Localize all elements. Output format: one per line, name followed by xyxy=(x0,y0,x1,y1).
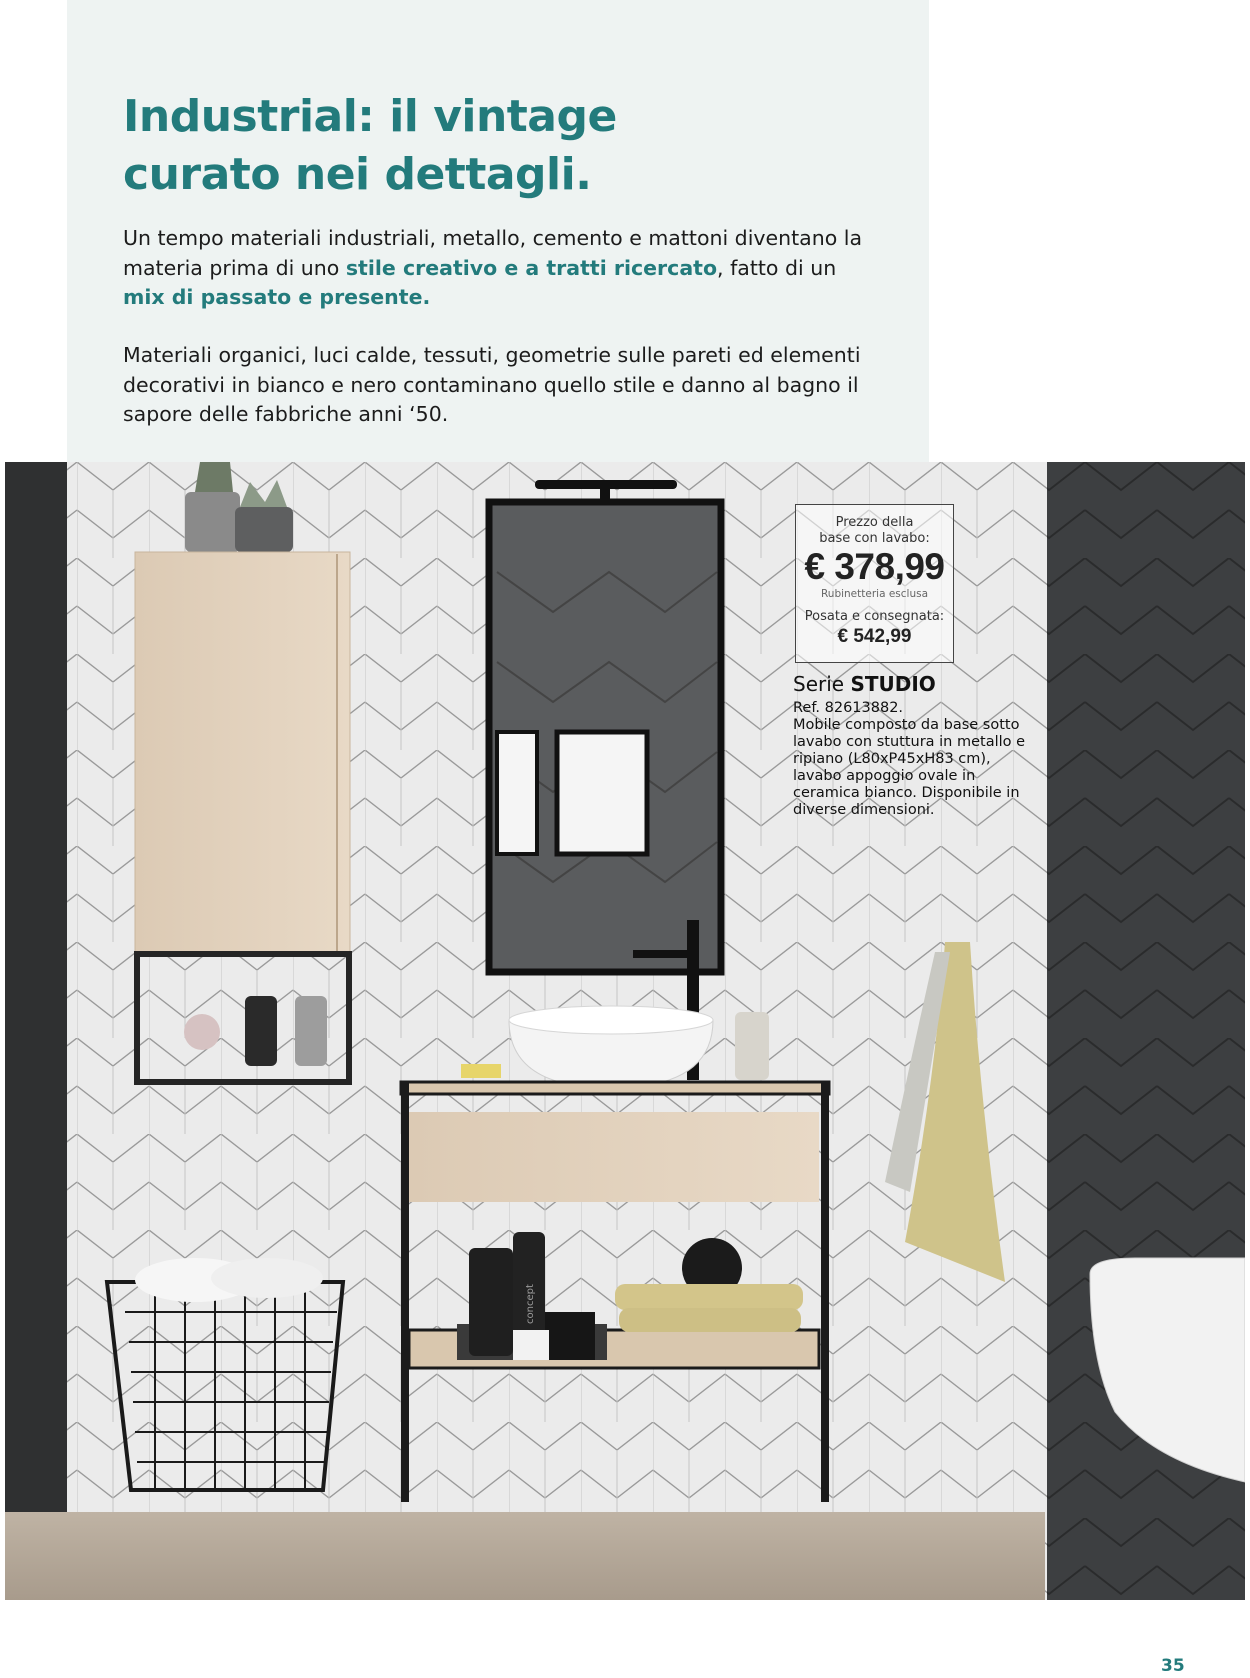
headline-line-2: curato nei dettagli. xyxy=(123,149,592,200)
intro-paragraph-2: Materiali organici, luci calde, tessuti, geometrie sulle pareti ed elementi decorativi in bianco e nero contaminano quello stile e danno al bagno il sapore delle fabbriche anni ‘50. xyxy=(123,343,861,426)
intro-highlight-mix: mix di passato e presente. xyxy=(123,285,431,309)
delivered-label: Posata e consegnata: xyxy=(804,609,945,624)
folded-towel-icon xyxy=(615,1284,803,1310)
bathroom-photo xyxy=(5,462,1245,1600)
price-note: Rubinetteria esclusa xyxy=(820,588,929,600)
product-ref: Ref. 82613882. xyxy=(793,700,904,716)
cactus-icon xyxy=(195,462,233,492)
wood-floor xyxy=(5,1512,1045,1600)
intro-text: , fatto di un xyxy=(717,255,837,280)
price-box xyxy=(795,504,954,663)
faucet-spout xyxy=(633,950,697,958)
tray-icon xyxy=(545,1312,595,1360)
framed-print-reflection xyxy=(557,732,647,854)
framed-print-reflection xyxy=(497,732,537,854)
series-name: STUDIO xyxy=(850,672,936,696)
bottle-label-text: concept xyxy=(525,1284,536,1324)
series-prefix: Serie xyxy=(793,672,845,696)
bottle-icon xyxy=(295,996,327,1066)
basin-rim xyxy=(509,1006,713,1034)
left-dark-wall xyxy=(5,462,67,1600)
headline xyxy=(123,88,903,204)
product-series xyxy=(793,671,936,697)
soap-bar-icon xyxy=(461,1064,501,1078)
cup-icon xyxy=(513,1330,549,1360)
intro-paragraph-1 xyxy=(123,224,883,313)
intro-highlight-style: stile creativo e a tratti ricercato xyxy=(345,255,718,280)
vanity-top xyxy=(401,1082,829,1094)
price-value: € 378,99 xyxy=(804,546,945,587)
lamp-bracket xyxy=(600,489,610,503)
delivered-price: € 542,99 xyxy=(837,626,912,647)
headline-line-1: Industrial: il vintage xyxy=(123,91,617,142)
product-description: Mobile composto da base sotto lavabo con stuttura in metallo e ripiano (L80xP45xH83 cm), lavabo appoggio ovale in ceramica bianco. Disponibile in diverse dimensioni. xyxy=(793,717,1026,818)
vanity-drawer xyxy=(409,1112,819,1202)
plant-pot-icon xyxy=(235,507,293,552)
soap-bottle-icon xyxy=(735,1012,769,1080)
price-label-line-2: base con lavabo: xyxy=(819,531,930,546)
bottle-icon xyxy=(245,996,277,1066)
intro-text: Un tempo materiali industriali, metallo, cemento e mattoni diventano la materia prima di uno xyxy=(123,226,863,280)
bathroom-illustration xyxy=(5,462,1245,1600)
plant-pot-icon xyxy=(185,492,240,552)
succulent-icon xyxy=(184,1014,220,1050)
page-number: 35 xyxy=(1161,1656,1185,1676)
folded-towel-icon xyxy=(619,1308,801,1332)
rolled-towel-icon xyxy=(211,1258,323,1298)
vanity-leg xyxy=(821,1082,829,1502)
price-label-line-1: Prezzo della xyxy=(835,515,914,530)
tall-wall-cabinet xyxy=(135,552,350,954)
mirror-lamp-icon xyxy=(535,480,677,489)
jar-icon xyxy=(469,1248,513,1356)
vanity-leg xyxy=(401,1082,409,1502)
